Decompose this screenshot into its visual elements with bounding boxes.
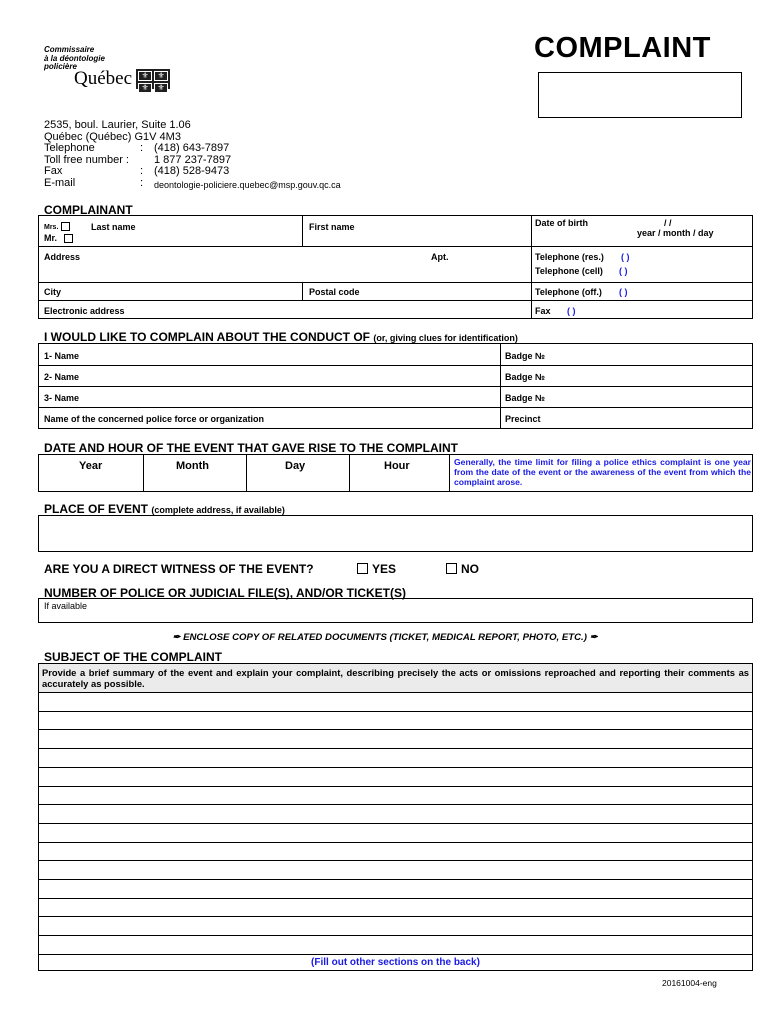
event-date-table (38, 454, 753, 492)
event-date-heading: DATE AND HOUR OF THE EVENT THAT GAVE RISE TO THE COMPLAINT (44, 441, 459, 455)
tel-cell-paren: ( ) (619, 266, 628, 276)
tollfree-value: 1 877 237-7897 (154, 153, 232, 166)
tel-cell-field[interactable]: Telephone (cell) (535, 266, 603, 276)
files-note: If available (44, 601, 88, 611)
conduct-heading-text: I WOULD LIKE TO COMPLAIN ABOUT THE CONDUCT OF (44, 330, 370, 344)
phone-label: Telephone (44, 142, 95, 155)
day-field[interactable]: Day (285, 460, 306, 472)
hour-field[interactable]: Hour (384, 460, 410, 472)
email-field[interactable]: Electronic address (44, 306, 125, 316)
tollfree-label: Toll free number : (44, 153, 129, 166)
writing-line (39, 804, 752, 805)
writing-line (39, 711, 752, 712)
complainant-table (38, 215, 753, 319)
witness-question: ARE YOU A DIRECT WITNESS OF THE EVENT? (44, 562, 314, 576)
mrs-label: Mrs. (44, 224, 59, 231)
fax-value: (418) 528-9473 (154, 165, 230, 178)
mr-label: Mr. (44, 233, 58, 243)
fax-paren: ( ) (567, 306, 576, 316)
place-heading (44, 502, 285, 516)
email-label: E-mail (44, 176, 76, 189)
witness-yes[interactable] (357, 562, 396, 576)
writing-line (39, 729, 752, 730)
no-label: NO (461, 562, 479, 576)
complainant-heading: COMPLAINANT (44, 203, 133, 217)
writing-line (39, 767, 752, 768)
enclose-notice: ✒ ENCLOSE COPY OF RELATED DOCUMENTS (TICKET, MEDICAL REPORT, PHOTO, ETC.) ✒ (172, 632, 598, 643)
conduct-heading-note: (or, giving clues for identification) (373, 333, 518, 343)
tel-res-field[interactable]: Telephone (res.) (535, 252, 604, 262)
writing-line (39, 879, 752, 880)
tel-off-paren: ( ) (619, 287, 628, 297)
no-checkbox[interactable] (446, 563, 457, 574)
colon: : (140, 142, 144, 155)
writing-line (39, 692, 752, 693)
fax-label: Fax (44, 165, 63, 178)
police-force-field[interactable]: Name of the concerned police force or organization (44, 414, 265, 424)
phone-value: (418) 643-7897 (154, 142, 230, 155)
tel-off-field[interactable]: Telephone (off.) (535, 287, 602, 297)
logo-line-3: policière (44, 62, 77, 71)
writing-line (39, 954, 752, 955)
apt-field[interactable]: Apt. (431, 252, 449, 262)
fax-field[interactable]: Fax (535, 306, 551, 316)
fleur-de-lis-flag-icon: ⚜ ⚜ ⚜ ⚜ (136, 69, 170, 89)
office-use-box (538, 72, 742, 118)
address-field[interactable]: Address (44, 252, 81, 262)
name3-field[interactable]: 3- Name (44, 393, 80, 403)
dob-slashes: / / (664, 218, 672, 228)
email-value: deontologie-policiere.quebec@msp.gouv.qc.ca (154, 179, 341, 190)
dob-format: year / month / day (637, 228, 714, 238)
name1-field[interactable]: 1- Name (44, 351, 80, 361)
subject-instructions: Provide a brief summary of the event and explain your complaint, describing precisely the acts or omissions reproached and reporting their comments as accurately as possible. (42, 667, 749, 690)
writing-line (39, 748, 752, 749)
file-numbers-field[interactable] (38, 598, 753, 623)
place-heading-text: PLACE OF EVENT (44, 502, 149, 516)
yes-checkbox[interactable] (357, 563, 368, 574)
writing-line (39, 842, 752, 843)
conduct-heading (44, 330, 518, 344)
year-field[interactable]: Year (79, 460, 103, 472)
writing-line (39, 916, 752, 917)
mr-checkbox[interactable] (64, 234, 73, 243)
page-title: COMPLAINT (534, 32, 711, 64)
conduct-table (38, 343, 753, 429)
badge2-field[interactable]: Badge № (505, 372, 546, 382)
subject-heading: SUBJECT OF THE COMPLAINT (44, 650, 223, 664)
mrs-checkbox[interactable] (61, 222, 70, 231)
files-heading: NUMBER OF POLICE OR JUDICIAL FILE(S), AND/OR TICKET(S) (44, 586, 406, 600)
writing-line (39, 860, 752, 861)
first-name-field[interactable]: First name (309, 222, 355, 232)
address-city: Québec (Québec) G1V 4M3 (44, 130, 181, 143)
dob-field[interactable]: Date of birth (535, 218, 588, 228)
writing-line (39, 786, 752, 787)
subject-table (38, 663, 753, 971)
time-limit-notice: Generally, the time limit for filing a police ethics complaint is one year from the date of the event or the awareness of the event from which the complaint arose. (454, 457, 751, 487)
form-code: 20161004-eng (662, 978, 717, 988)
tel-res-paren: ( ) (621, 252, 630, 262)
logo-line-1: Commissaire (44, 45, 95, 54)
office-address (44, 120, 424, 192)
yes-label: YES (372, 562, 397, 576)
fill-back-notice: (Fill out other sections on the back) (311, 957, 480, 968)
writing-line (39, 935, 752, 936)
badge1-field[interactable]: Badge № (505, 351, 546, 361)
logo-line-2: à la déontologie (44, 53, 105, 63)
place-of-event-field[interactable] (38, 515, 753, 552)
city-field[interactable]: City (44, 287, 62, 297)
colon: : (140, 165, 144, 178)
writing-line (39, 823, 752, 824)
logo-quebec-word: Québec (74, 68, 133, 89)
last-name-field[interactable]: Last name (91, 222, 136, 232)
month-field[interactable]: Month (176, 460, 209, 472)
precinct-field[interactable]: Precinct (505, 414, 541, 424)
address-street: 2535, boul. Laurier, Suite 1.06 (44, 119, 191, 131)
colon: : (140, 176, 144, 189)
witness-no[interactable] (446, 562, 479, 576)
name2-field[interactable]: 2- Name (44, 372, 80, 382)
postal-code-field[interactable]: Postal code (309, 287, 360, 297)
place-heading-note: (complete address, if available) (151, 505, 285, 515)
writing-line (39, 898, 752, 899)
quebec-logo (44, 46, 204, 92)
badge3-field[interactable]: Badge № (505, 393, 546, 403)
